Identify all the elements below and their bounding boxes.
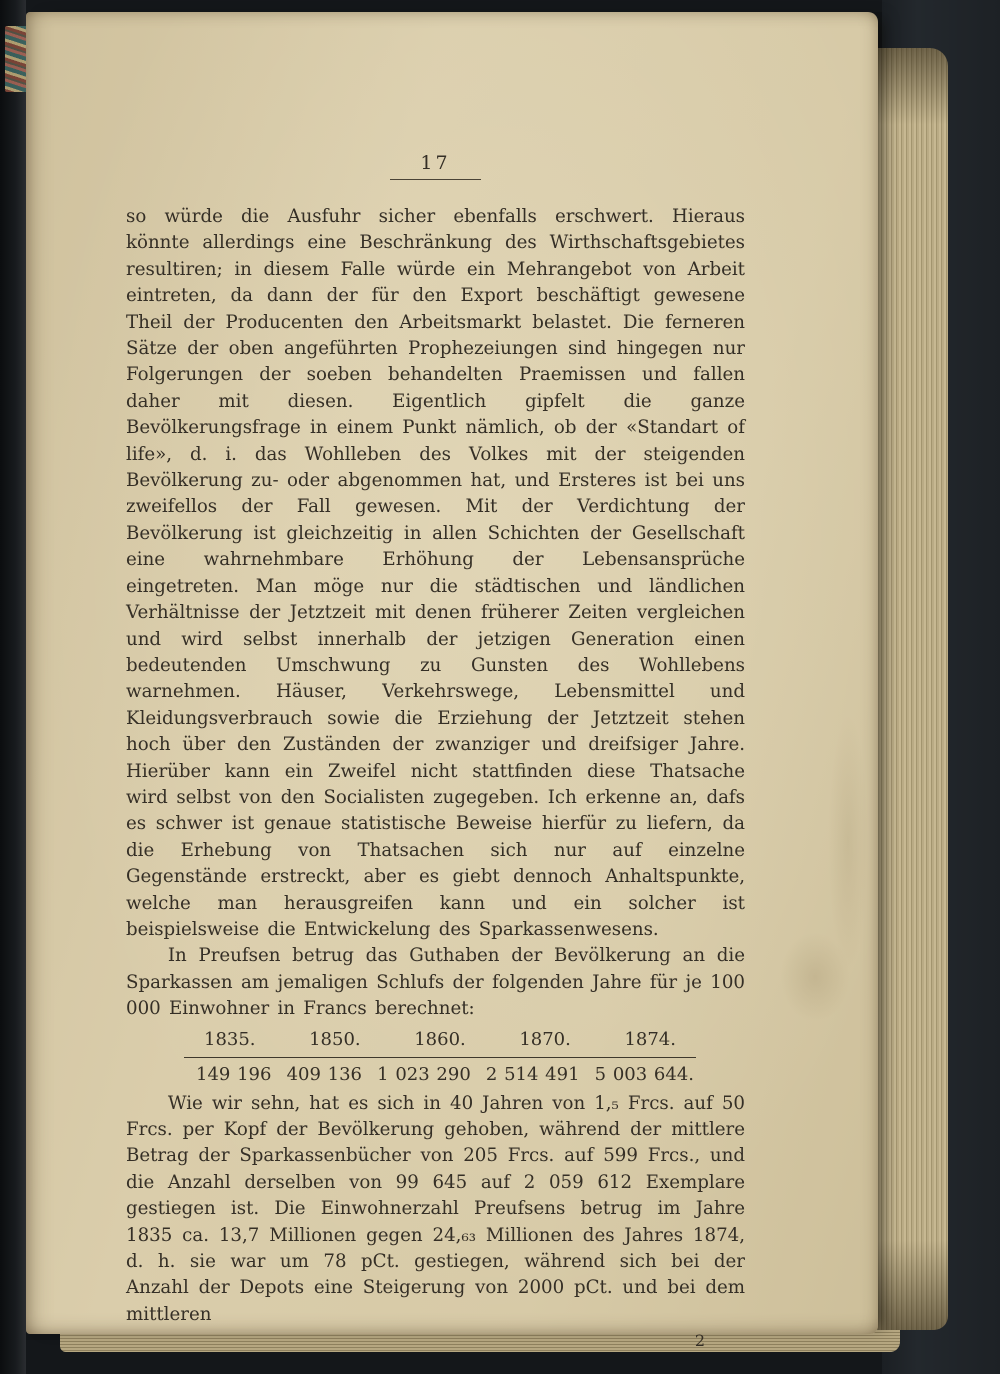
year-cell: 1870. [519,1028,571,1050]
savings-table [184,1027,696,1087]
book-spine-left [0,0,26,1374]
paragraph-analysis: Wie wir sehn, hat es sich in 40 Jahren von 1,₅ Frcs. auf 50 Frcs. per Kopf der Bevölkerung gehoben, während der mittlere Betrag der Sparkassenbücher von 205 Frcs. auf 599 Frcs., und die Anzahl derselben von 99 645 auf 2 059 612 Exemplare gestiegen ist. Die Einwohnerzahl Preufsens betrug im Jahre 1835 ca. 13,7 Millionen gegen 24,₆₃ Millionen des Jahres 1874, d. h. sie war um 78 pCt. gestiegen, während sich bei der Anzahl der Depots eine Steigerung von 2000 pCt. und bei dem mittleren [126,1092,745,1325]
year-cell: 1860. [414,1028,466,1050]
value-cell: 409 136 [286,1063,363,1085]
book-page [26,12,878,1351]
year-cell: 1835. [204,1028,256,1050]
paragraph-savings-intro: In Preufsen betrug das Guthaben der Bevölkerung an die Sparkassen am jemaligen Schlufs der folgenden Jahre für je 100 000 Einwohner in Francs berechnet: [126,945,745,1020]
value-cell: 2 514 491 [485,1063,580,1085]
page-content [126,12,745,1350]
page-number: 17 [390,152,480,180]
year-cell: 1874. [624,1028,676,1050]
value-cell: 5 003 644. [594,1063,694,1085]
value-cell: 149 196 [196,1063,272,1085]
year-cell: 1850. [309,1028,361,1050]
value-cell: 1 023 290 [377,1063,471,1085]
book-cover-top [0,0,1000,12]
paper-stain [828,712,868,972]
page-number-header [126,12,745,180]
paragraph-continuation: so würde die Ausfuhr sicher ebenfalls erschwert. Hieraus könnte allerdings eine Beschränkung des Wirthschaftsgebietes resultiren; in diesem Falle würde ein Mehrangebot von Arbeit eintreten, da dann der für den Export beschäftigt gewesene Theil der Producenten den Arbeitsmarkt belastet. Die ferneren Sätze der oben angeführten Prophezeiungen sind hingegen nur Folgerungen der soeben behandelten Praemissen und fallen daher mit diesen. Eigentlich gipfelt die ganze Bevölkerungsfrage in einem Punkt nämlich, ob der «Standart of life», d. i. das Wohlleben des Volkes mit der steigenden Bevölkerung zu- oder abgenommen hat, und Ersteres ist bei uns zweifellos der Fall gewesen. Mit der Verdichtung der Bevölkerung ist gleichzeitig in allen Schichten der Gesellschaft eine wahrnehmbare Erhöhung der Lebensansprüche eingetreten. Man möge nur die städtischen und ländlichen Verhältnisse der Jetztzeit mit denen früherer Zeiten vergleichen und wird selbst innerhalb der jetzigen Generation einen bedeutenden Umschwung zu Gunsten des Wohllebens warnehmen. Häuser, Verkehrswege, Lebensmittel und Kleidungsverbrauch sowie die Erziehung der Jetztzeit stehen hoch über den Zuständen der zwanziger und dreifsiger Jahre. Hierüber kann ein Zweifel nicht stattfinden diese Thatsache wird selbst von den Socialisten zugegeben. Ich erkenne an, dafs es schwer ist genaue statistische Beweise hierfür zu liefern, da die Erhebung von Thatsachen sich nur auf einzelne Gegenstände erstreckt, aber es giebt dennoch Anhaltspunkte, welche man herausgreifen kann und ein solcher ist beispielsweise die Entwickelung des Sparkassenwesens. [126,206,745,940]
signature-mark: 2 [694,1331,705,1351]
savings-table-values-row [184,1058,696,1087]
savings-table-years-row [184,1027,696,1058]
